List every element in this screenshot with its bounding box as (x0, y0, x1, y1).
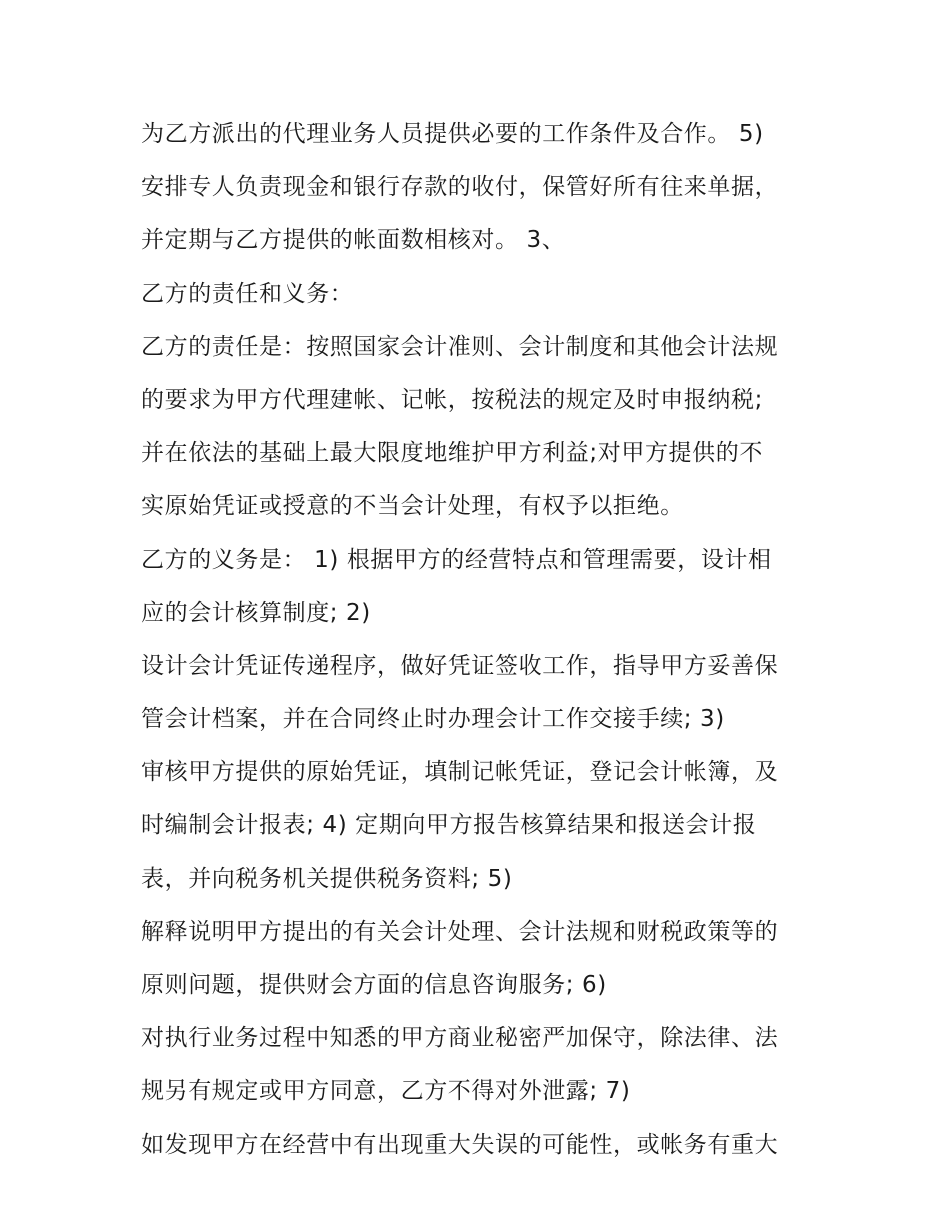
text-line: 解释说明甲方提出的有关会计处理、会计法规和财税政策等的 (141, 918, 779, 945)
text-line: 管会计档案，并在合同终止时办理会计工作交接手续; 3) (141, 706, 725, 733)
text-line: 对执行业务过程中知悉的甲方商业秘密严加保守，除法律、法 (141, 1025, 779, 1052)
text-line: 原则问题，提供财会方面的信息咨询服务; 6) (141, 972, 607, 998)
text-line: 并在依法的基础上最大限度地维护甲方利益;对甲方提供的不 (141, 440, 763, 467)
text-line: 时编制会计报表; 4) 定期向甲方报告核算结果和报送会计报 (141, 812, 757, 839)
text-line: 如发现甲方在经营中有出现重大失误的可能性，或帐务有重大 (141, 1131, 779, 1158)
text-line: 应的会计核算制度; 2) (141, 599, 371, 626)
text-line: 的要求为甲方代理建帐、记帐，按税法的规定及时申报纳税; (141, 386, 763, 413)
text-line: 审核甲方提供的原始凭证，填制记帐凭证，登记会计帐簿，及 (141, 759, 779, 786)
text-line: 乙方的义务是： 1) 根据甲方的经营特点和管理需要，设计相 (141, 546, 772, 573)
text-line: 并定期与乙方提供的帐面数相核对。 3、 (141, 227, 566, 254)
text-line: 实原始凭证或授意的不当会计处理，有权予以拒绝。 (141, 493, 684, 520)
text-line: 设计会计凭证传递程序，做好凭证签收工作，指导甲方妥善保 (141, 652, 779, 679)
text-line: 乙方的责任是：按照国家会计准则、会计制度和其他会计法规 (141, 333, 779, 360)
text-line: 为乙方派出的代理业务人员提供必要的工作条件及合作。 5) (141, 121, 764, 147)
text-line: 表，并向税务机关提供税务资料; 5) (141, 865, 513, 892)
text-line: 安排专人负责现金和银行存款的收付，保管好所有往来单据， (141, 174, 779, 201)
text-line: 规另有规定或甲方同意，乙方不得对外泄露; 7) (141, 1078, 631, 1105)
document-body (141, 108, 821, 1172)
section-heading: 乙方的责任和义务： (141, 280, 354, 307)
